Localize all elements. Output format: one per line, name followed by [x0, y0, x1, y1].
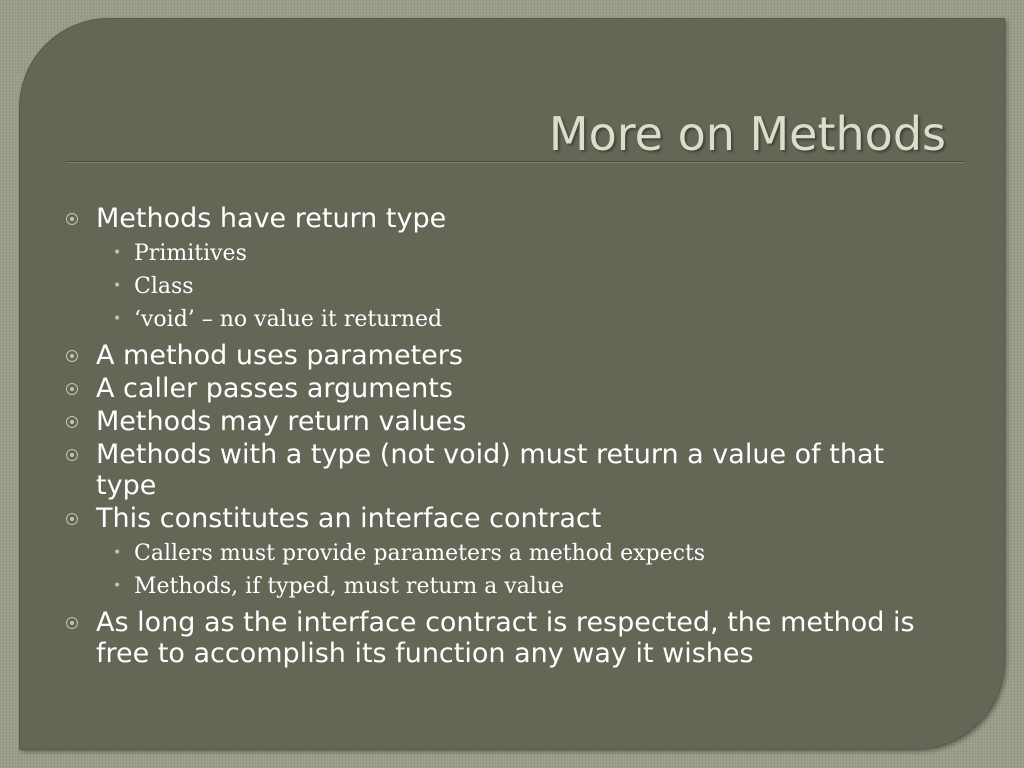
bullet-text: Methods with a type (not void) must return a value of that type [96, 439, 885, 501]
slide-panel [19, 18, 1005, 750]
circled-dot-icon [66, 416, 78, 428]
circled-dot-icon [66, 513, 78, 525]
bullet-item [66, 340, 946, 371]
sub-bullet-list [96, 237, 946, 336]
bullet-item [66, 503, 946, 603]
title-divider [66, 161, 964, 163]
bullet-text: This constitutes an interface contract [96, 503, 602, 534]
small-dot-icon: • [113, 578, 122, 594]
bullet-text: As long as the interface contract is respected, the method is free to accomplish its function any way it wishes [96, 607, 915, 669]
bullet-text: Methods have return type [96, 203, 447, 234]
bullet-item [66, 607, 946, 669]
bullet-text: A caller passes arguments [96, 373, 453, 404]
circled-dot-icon [66, 350, 78, 362]
sub-bullet-list [96, 537, 946, 603]
small-dot-icon: • [113, 278, 122, 294]
small-dot-icon: • [113, 311, 122, 327]
small-dot-icon: • [113, 245, 122, 261]
bullet-list [66, 203, 946, 671]
small-dot-icon: • [113, 545, 122, 561]
bullet-item [66, 439, 946, 501]
circled-dot-icon [66, 617, 78, 629]
sub-bullet-text: ‘void’ – no value it returned [134, 307, 443, 332]
sub-bullet-text: Methods, if typed, must return a value [134, 574, 565, 599]
circled-dot-icon [66, 449, 78, 461]
sub-bullet-item [96, 237, 946, 270]
slide-title: More on Methods [548, 107, 946, 161]
sub-bullet-item [96, 570, 946, 603]
bullet-item [66, 203, 946, 336]
sub-bullet-text: Callers must provide parameters a method expects [134, 541, 706, 566]
sub-bullet-text: Primitives [134, 241, 247, 266]
bullet-item [66, 406, 946, 437]
sub-bullet-item [96, 537, 946, 570]
bullet-item [66, 373, 946, 404]
bullet-text: A method uses parameters [96, 340, 463, 371]
bullet-text: Methods may return values [96, 406, 467, 437]
circled-dot-icon [66, 213, 78, 225]
sub-bullet-text: Class [134, 274, 194, 299]
sub-bullet-item [96, 303, 946, 336]
sub-bullet-item [96, 270, 946, 303]
circled-dot-icon [66, 383, 78, 395]
